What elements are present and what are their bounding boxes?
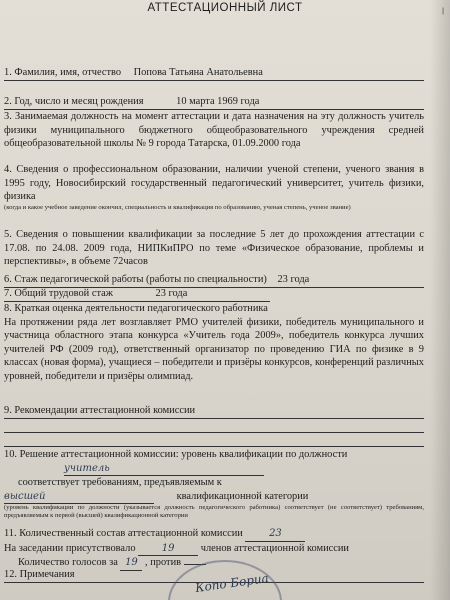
item-11-present-suffix: членов аттестационной комиссии [200, 542, 349, 554]
item-4 [4, 163, 424, 212]
item-7 [4, 287, 270, 302]
item-10-text-2: квалификационной категории [176, 490, 309, 502]
item-10-label: 10. Решение аттестационной комиссии: уровень квалификации по должности [4, 449, 348, 460]
item-8 [4, 302, 424, 383]
page-shadow [430, 0, 450, 600]
item-9-line-3 [4, 434, 424, 447]
item-12-label: 12. Примечания [4, 569, 75, 580]
item-4-text: 4. Сведения о профессиональном образовании, наличии ученой степени, ученого звания в 1995 году, Новосибирский государственный педагогический университет, учитель физики, физика [4, 164, 424, 202]
item-1-value: Попова Татьяна Анатольевна [133, 67, 263, 78]
item-6-label: 6. Стаж педагогической работы (работы по специальности) [4, 274, 267, 285]
item-10 [4, 448, 424, 520]
item-4-note: (когда и какое учебное заведение окончил, специальность и квалификация по образованию, ученая степень, ученое звание) [4, 203, 351, 211]
item-6-value: 23 года [277, 274, 310, 285]
item-11-present-label: На заседании присутствовало [4, 542, 136, 554]
document-title: АТТЕСТАЦИОННЫЙ ЛИСТ [147, 2, 303, 14]
item-3: 3. Занимаемая должность на момент аттестации и дата назначения на эту должность учитель физики муниципального бюджетного общеобразовательного учреждения средней общеобразовательной школы № 9 города Татарска, 01.09.2000 года [4, 111, 424, 149]
item-10-note: (уровень квалификации по должности (указывается должность педагогического работника) соответствует (не соответствует) требованиям, предъявляемым к первой (высшей) квалификационной категории [4, 504, 424, 519]
item-8-text: На протяжении ряда лет возглавляет РМО учителей физики, победитель муниципального и участница областного этапа конкурса «Учитель года 2009», победитель конкурса лучших учителей РФ (2009 год), ответственный организатор по проведению ГИА по физике в 9 классах (новая форма), учащиеся – победители и призёры конкурсов, конференций различных уровней, победители и призёры олимпиад. [4, 316, 424, 382]
item-9-line-2 [4, 420, 424, 433]
item-8-label: 8. Краткая оценка деятельности педагогического работника [4, 303, 268, 314]
item-2-label: 2. Год, число и месяц рождения [4, 96, 144, 107]
item-11-votes-label: Количество голосов за [18, 557, 118, 568]
item-11-votes-value: 19 [120, 556, 142, 571]
edge-mark: | [442, 8, 444, 15]
item-11-present-value: 19 [138, 542, 198, 557]
item-2-value: 10 марта 1969 года [176, 96, 260, 107]
item-9: 9. Рекомендации аттестационной комиссии [4, 404, 424, 419]
item-7-label: 7. Общий трудовой стаж [4, 288, 113, 299]
item-6 [4, 273, 424, 288]
item-10-category: высшей [4, 490, 154, 505]
item-11-label: 11. Количественный состав аттестационной комиссии [4, 528, 243, 539]
item-11-value: 23 [245, 527, 305, 542]
signature: Копо Бориа [194, 570, 270, 596]
item-11-against-label: , против [145, 557, 182, 568]
item-1-label: 1. Фамилия, имя, отчество [4, 67, 122, 78]
item-5: 5. Сведения о повышении квалификации за последние 5 лет до прохождения аттестации с 17.08. по 24.08. 2009 года, НИПКиПРО по теме «Физическое образование, проблемы и перспективы», в объеме 72часов [4, 229, 424, 267]
item-1 [4, 66, 424, 81]
item-10-text: соответствует требованиям, предъявляемым к [18, 477, 222, 488]
item-10-position: учитель [64, 462, 110, 474]
item-7-value: 23 года [155, 288, 188, 299]
item-2 [4, 95, 424, 110]
